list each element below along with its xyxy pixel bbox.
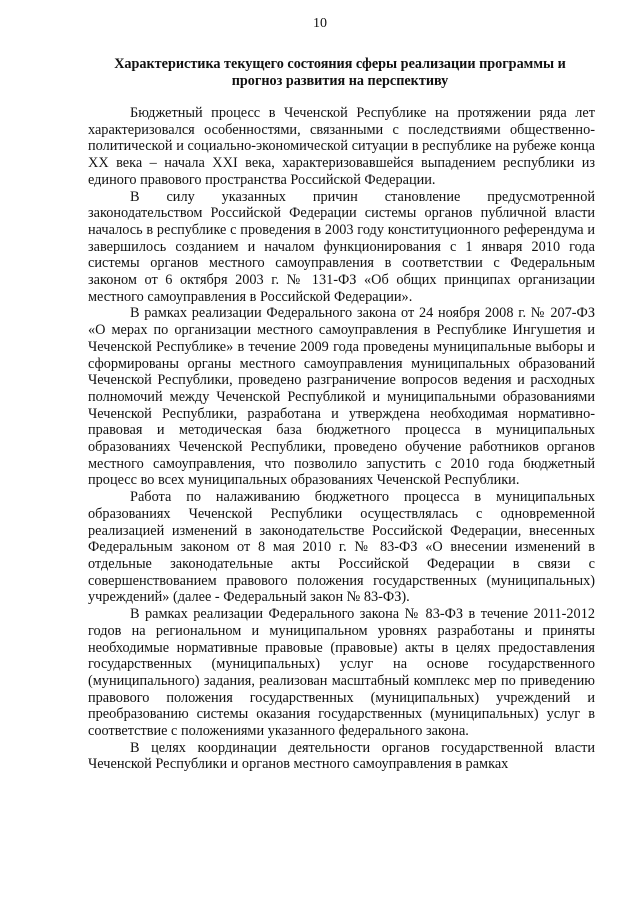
paragraph-2: В силу указанных причин становление предусмотренной законодательством Российской Федерации системы органов публичной власти началось в республике с проведения в 2003 году конституционного референдума и завершилось созданием и началом функционирования с 1 января 2010 года системы органов местного самоуправления в соответствии с Федеральным законом от 6 октября 2003 г. № 131-ФЗ «Об общих принципах организации местного самоуправления в Российской Федерации». bbox=[88, 188, 595, 305]
body-text bbox=[88, 105, 595, 773]
section-heading bbox=[88, 56, 592, 90]
paragraph-5: В рамках реализации Федерального закона № 83-ФЗ в течение 2011-2012 годов на региональном и муниципальном уровнях разработаны и приняты необходимые нормативные правовые (правовые) акты в целях предоставления государственных (муниципальных) услуг на основе государственного (муниципального) задания, реализован масштабный комплекс мер по приведению правового положения государственных (муниципальных) учреждений и преобразованию системы оказания государственных (муниципальных) услуг в соответствие с положениями указанного федерального закона. bbox=[88, 606, 595, 740]
heading-line-1: Характеристика текущего состояния сферы реализации программы и bbox=[114, 56, 566, 72]
paragraph-3: В рамках реализации Федерального закона от 24 ноября 2008 г. № 207-ФЗ «О мерах по организации местного самоуправления в Республике Ингушетия и Чеченской Республике» в течение 2009 года проведены муниципальные выборы и сформированы органы местного самоуправления муниципальных образований Чеченской Республики, проведено разграничение вопросов ведения и расходных полномочий между Чеченской Республикой и муниципальными образованиями Чеченской Республики, разработана и утверждена необходимая нормативно-правовая и методическая база бюджетного процесса в муниципальных образованиях Чеченской Республики, проведено обучение работников органов местного самоуправления, что позволило запустить с 2010 года бюджетный процесс во всех муниципальных образованиях Чеченской Республики. bbox=[88, 305, 595, 489]
paragraph-6: В целях координации деятельности органов государственной власти Чеченской Республики и органов местного самоуправления в рамках bbox=[88, 739, 595, 773]
paragraph-4: Работа по налаживанию бюджетного процесса в муниципальных образованиях Чеченской Республики осуществлялась с одновременной реализацией изменений в законодательстве Российской Федерации, внесенных Федеральным законом от 8 мая 2010 г. № 83-ФЗ «О внесении изменений в отдельные законодательные акты Российской Федерации в связи с совершенствованием правового положения государственных (муниципальных) учреждений» (далее - Федеральный закон № 83-ФЗ). bbox=[88, 489, 595, 606]
paragraph-1: Бюджетный процесс в Чеченской Республике на протяжении ряда лет характеризовался особенностями, связанными с последствиями общественно-политической и социально-экономической ситуации в республике на рубеже конца XX века – начала XXI века, характеризовавшейся выпадением республики из единого правового пространства Российской Федерации. bbox=[88, 105, 595, 188]
heading-line-2: прогноз развития на перспективу bbox=[231, 73, 449, 89]
page-number: 10 bbox=[313, 16, 327, 31]
